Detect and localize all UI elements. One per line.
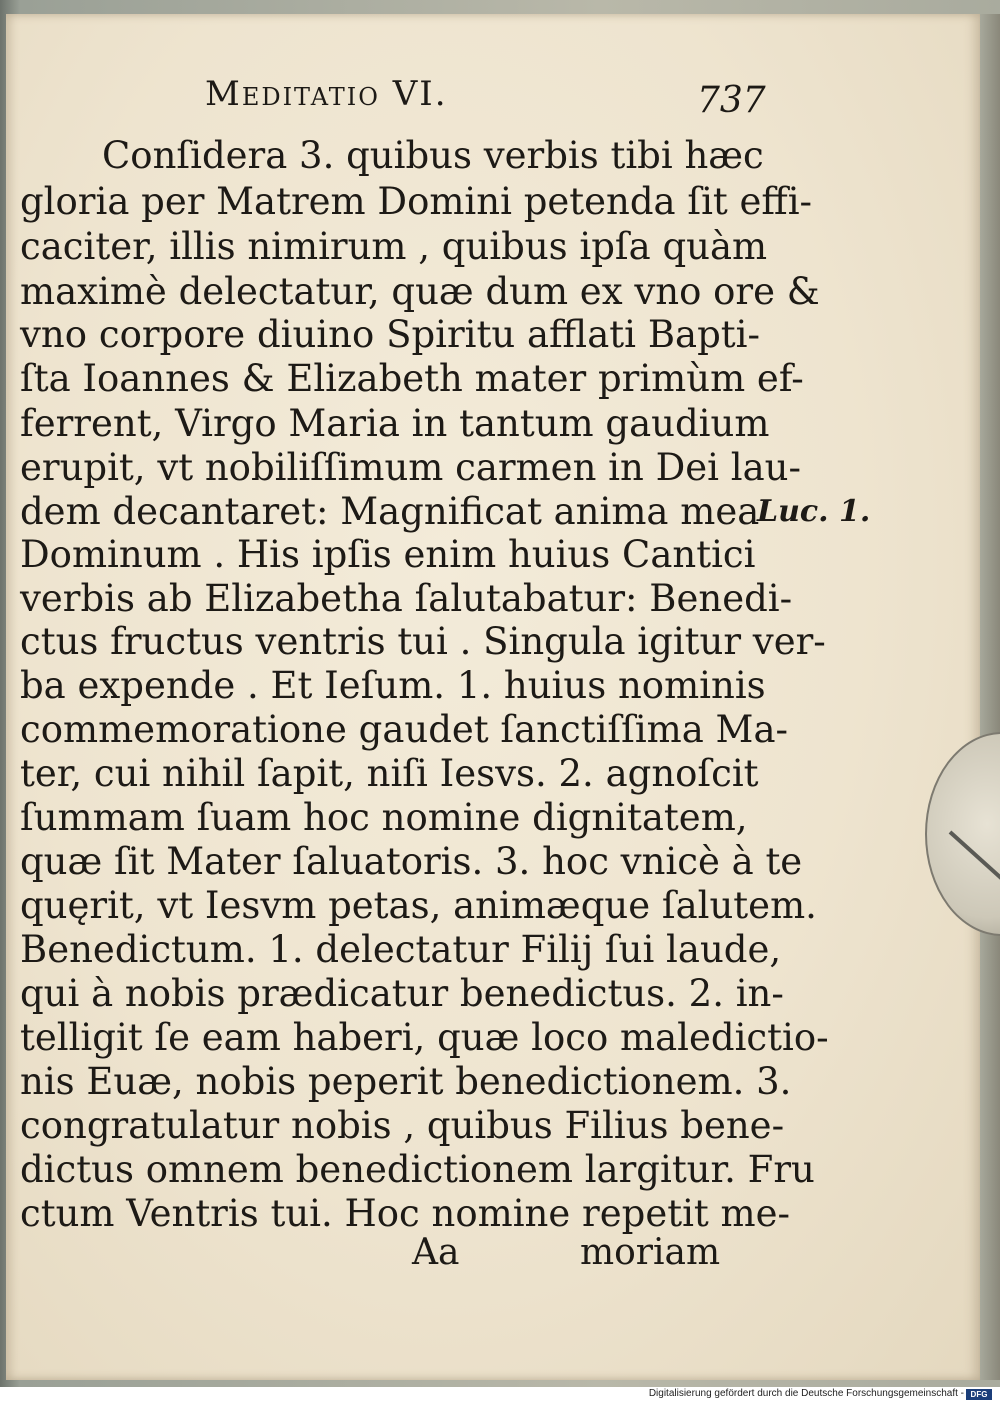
catchword: moriam (580, 1232, 721, 1273)
footer-bar (0, 1387, 1000, 1403)
text-line: ſta Ioannes & Elizabeth mater primùm ef- (20, 357, 804, 400)
text-line: ſummam ſuam hoc nomine dignitatem, (20, 796, 748, 839)
running-head: Meditatio VI. (205, 74, 448, 114)
text-line: vno corpore diuino Spiritu afflati Bapti- (20, 313, 760, 356)
text-line: dem decantaret: Magnificat anima mea (20, 490, 760, 533)
text-line: maximè delectatur, quæ dum ex vno ore & (20, 270, 820, 313)
text-line: Dominum . His ipſis enim huius Cantici (20, 533, 756, 576)
dfg-logo: DFG (966, 1389, 992, 1400)
text-line: gloria per Matrem Domini petenda ſit effi- (20, 180, 813, 223)
footer-credit: Digitalisierung gefördert durch die Deutsche Forschungsgemeinschaft - (648, 1388, 964, 1399)
text-line: ctum Ventris tui. Hoc nomine repetit me- (20, 1192, 791, 1235)
text-line: congratulatur nobis , quibus Filius bene- (20, 1104, 785, 1147)
text-line: qui à nobis prædicatur benedictus. 2. in- (20, 972, 784, 1015)
page-number: 737 (697, 80, 766, 121)
text-line: quæ ſit Mater ſaluatoris. 3. hoc vnicè à te (20, 840, 803, 883)
text-line: erupit, vt nobiliſſimum carmen in Dei lau- (20, 446, 801, 489)
text-line: ba expende . Et Ieſum. 1. huius nominis (20, 664, 766, 707)
signature-mark: Aa (412, 1232, 460, 1273)
text-line: commemoratione gaudet ſanctiſſima Ma- (20, 708, 789, 751)
text-line: Benedictum. 1. delectatur Filij ſui laude, (20, 928, 782, 971)
text-line: dictus omnem benedictionem largitur. Fru (20, 1148, 815, 1191)
text-line: nis Euæ, nobis peperit benedictionem. 3. (20, 1060, 792, 1103)
gutter-shadow (978, 14, 1000, 1380)
text-line: verbis ab Elizabetha ſalutabatur: Benedi- (20, 577, 793, 620)
text-line: ter, cui nihil ſapit, niſi Iesvs. 2. agnoſcit (20, 752, 759, 795)
text-line: ferrent, Virgo Maria in tantum gaudium (20, 402, 770, 445)
text-line: quęrit, vt Iesvm petas, animæque ſalutem. (20, 884, 817, 927)
text-line: telligit ſe eam haberi, quæ loco maledictio- (20, 1016, 829, 1059)
text-line: ctus fructus ventris tui . Singula igitur ver- (20, 620, 826, 663)
text-line: Conſidera 3. quibus verbis tibi hæc (102, 134, 764, 177)
text-line: caciter, illis nimirum , quibus ipſa quàm (20, 225, 768, 268)
margin-note: Luc. 1. (757, 494, 871, 529)
